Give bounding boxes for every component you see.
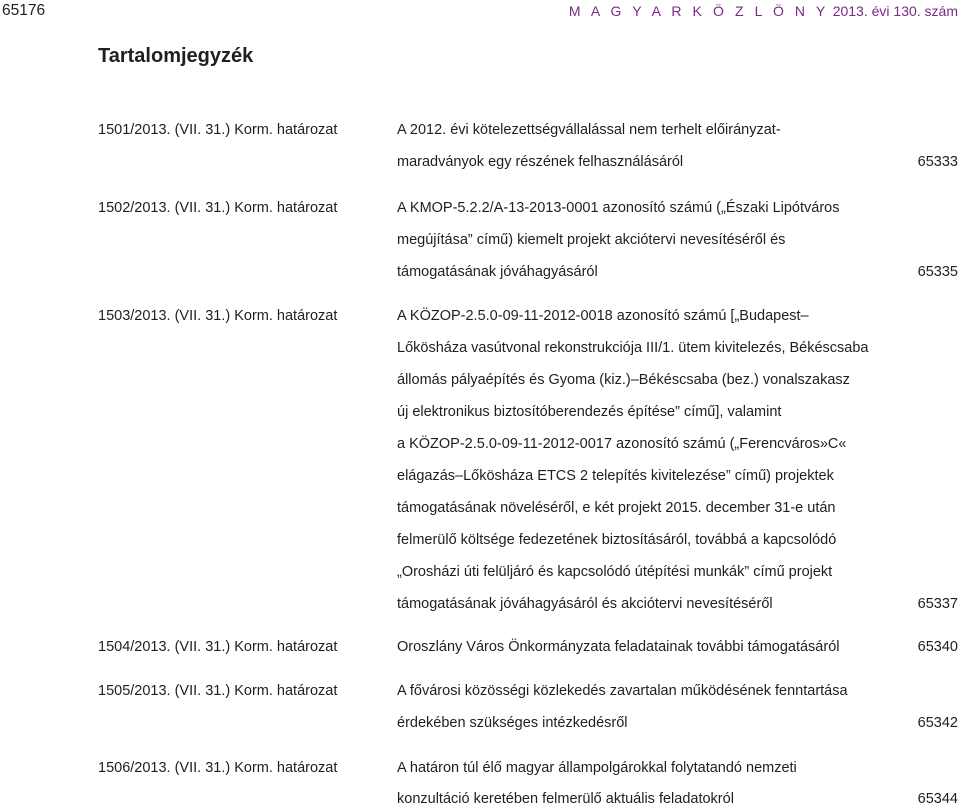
entry-title-line: maradványok egy részének felhasználásáról	[397, 154, 684, 170]
entry-title-line: elágazás–Lőkösháza ETCS 2 telepítés kivitelezése” című) projektek	[397, 468, 834, 484]
toc-title: Tartalomjegyzék	[98, 45, 254, 67]
entry-title-line: A KÖZOP-2.5.0-09-11-2012-0018 azonosító számú [„Budapest–	[397, 308, 809, 324]
entry-title-line: konzultáció keretében felmerülő aktuális feladatokról	[397, 791, 734, 807]
entry-id: 1503/2013. (VII. 31.) Korm. határozat	[98, 308, 338, 324]
entry-title-line: támogatásának jóváhagyásáról	[397, 264, 598, 280]
entry-id: 1501/2013. (VII. 31.) Korm. határozat	[98, 122, 338, 138]
entry-title-line: támogatásának jóváhagyásáról és akciótervi nevesítéséről	[397, 596, 773, 612]
entry-title-line: új elektronikus biztosítóberendezés építése” című], valamint	[397, 404, 782, 420]
journal-title: M A G Y A R K Ö Z L Ö N Y	[568, 3, 829, 19]
issue-info: 2013. évi 130. szám	[832, 3, 958, 19]
entry-page-number: 65342	[917, 715, 958, 731]
entry-title-line: Lőkösháza vasútvonal rekonstrukciója III/1. ütem kivitelezés, Békéscsaba	[397, 340, 869, 356]
entry-page-number: 65335	[917, 264, 958, 280]
entry-title-line: támogatásának növeléséről, e két projekt 2015. december 31-e után	[397, 500, 836, 516]
entry-title-line: A 2012. évi kötelezettségvállalással nem terhelt előirányzat-	[397, 122, 781, 138]
entry-title-line: állomás pályaépítés és Gyoma (kiz.)–Békéscsaba (bez.) vonalszakasz	[397, 372, 850, 388]
entry-id: 1504/2013. (VII. 31.) Korm. határozat	[98, 639, 338, 655]
entry-title-line: A határon túl élő magyar állampolgárokkal folytatandó nemzeti	[397, 760, 797, 776]
page-number: 65176	[2, 2, 46, 19]
entry-id: 1505/2013. (VII. 31.) Korm. határozat	[98, 683, 338, 699]
entry-title-line: Oroszlány Város Önkormányzata feladatainak további támogatásáról	[397, 639, 840, 655]
entry-id: 1506/2013. (VII. 31.) Korm. határozat	[98, 760, 338, 776]
entry-id: 1502/2013. (VII. 31.) Korm. határozat	[98, 200, 338, 216]
entry-title-line: A KMOP-5.2.2/A-13-2013-0001 azonosító számú („Északi Lipótváros	[397, 200, 840, 216]
entry-title-line: megújítása” című) kiemelt projekt akciótervi nevesítéséről és	[397, 232, 786, 248]
entry-title-line: a KÖZOP-2.5.0-09-11-2012-0017 azonosító számú („Ferencváros»C«	[397, 436, 847, 452]
entry-title-line: „Orosházi úti felüljáró és kapcsolódó útépítési munkák” című projekt	[397, 564, 833, 580]
entry-title-line: A fővárosi közösségi közlekedés zavartalan működésének fenntartása	[397, 683, 848, 699]
entry-page-number: 65337	[917, 596, 958, 612]
entry-page-number: 65340	[917, 639, 958, 655]
entry-page-number: 65333	[917, 154, 958, 170]
running-head	[569, 0, 958, 22]
entry-title-line: felmerülő költsége fedezetének biztosításáról, továbbá a kapcsolódó	[397, 532, 837, 548]
entry-page-number: 65344	[917, 791, 958, 807]
entry-title-line: érdekében szükséges intézkedésről	[397, 715, 628, 731]
